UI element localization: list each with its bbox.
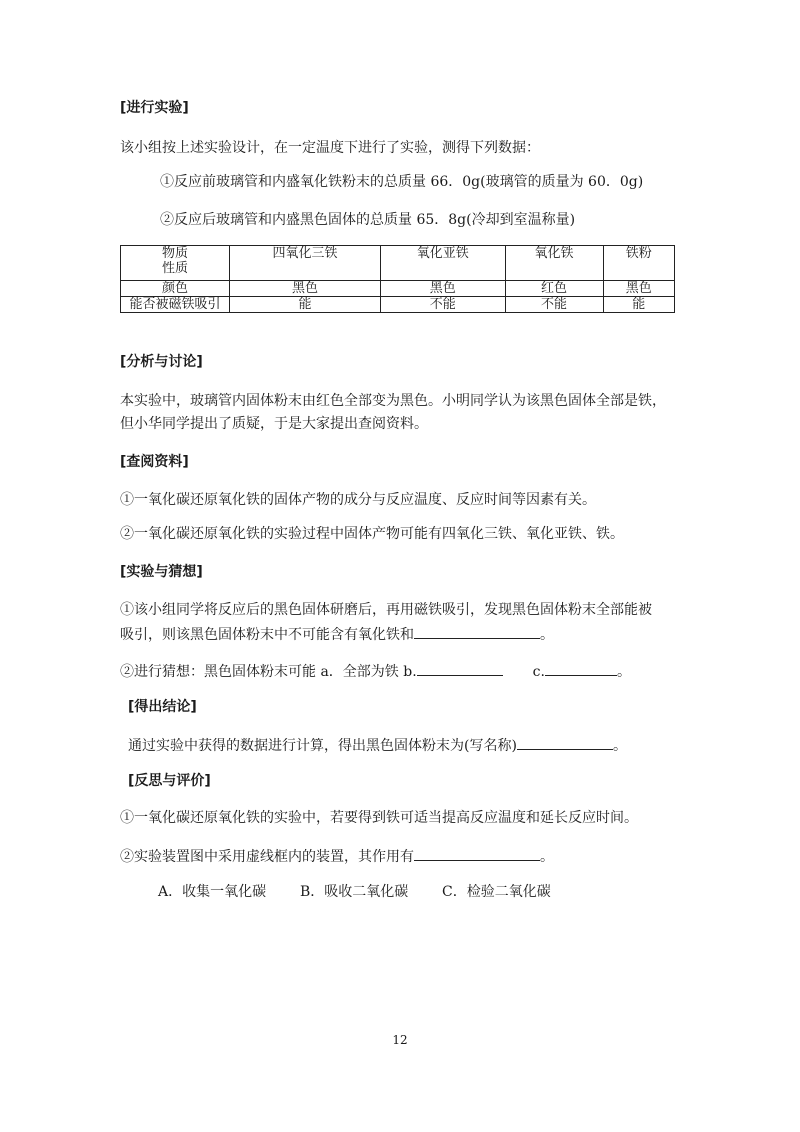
heading-hypothesis: [实验与猜想]	[120, 564, 203, 580]
reflection-options	[158, 882, 551, 902]
answer-blank-c[interactable]	[545, 661, 617, 676]
reflection-item-2	[120, 846, 554, 867]
table-cell: 黑色	[603, 281, 674, 297]
answer-blank-reflection[interactable]	[414, 846, 540, 861]
experiment-data-2: ②反应后玻璃管和内盛黑色固体的总质量 65．8g(冷却到室温称量)	[160, 212, 576, 228]
table-col-header: 四氧化三铁	[230, 246, 381, 281]
answer-blank-b[interactable]	[417, 661, 503, 676]
table-col-header: 氧化亚铁	[381, 246, 506, 281]
experiment-intro: 该小组按上述实验设计，在一定温度下进行了实验，测得下列数据：	[120, 140, 540, 156]
hypothesis-item-2	[120, 661, 631, 682]
period: 。	[612, 738, 627, 754]
answer-blank-conclusion[interactable]	[517, 735, 613, 750]
period: 。	[540, 627, 554, 643]
table-row	[121, 297, 675, 313]
table-row-label: 颜色	[121, 281, 230, 297]
analysis-line-2: 但小华同学提出了质疑，于是大家提出查阅资料。	[120, 416, 428, 432]
reflection-item-1: ①一氧化碳还原氧化铁的实验中，若要得到铁可适当提高反应温度和延长反应时间。	[120, 810, 638, 826]
table-corner-cell	[121, 246, 230, 281]
option-c[interactable]: C．检验二氧化碳	[442, 884, 551, 900]
heading-experiment: [进行实验]	[120, 100, 189, 116]
table-cell: 能	[603, 297, 674, 313]
table-cell: 黑色	[381, 281, 506, 297]
table-header-row	[121, 246, 675, 281]
table-cell: 能	[230, 297, 381, 313]
properties-table	[120, 245, 675, 313]
table-row	[121, 281, 675, 297]
reference-item-2: ②一氧化碳还原氧化铁的实验过程中固体产物可能有四氧化三铁、氧化亚铁、铁。	[120, 526, 624, 542]
period: 。	[540, 849, 554, 865]
heading-reflection: [反思与评价]	[128, 773, 211, 789]
period: 。	[616, 664, 631, 680]
reference-item-1: ①一氧化碳还原氧化铁的固体产物的成分与反应温度、反应时间等因素有关。	[120, 492, 596, 508]
option-c-label: c.	[532, 664, 545, 680]
table-cell: 不能	[381, 297, 506, 313]
option-b[interactable]: B．吸收二氧化碳	[300, 884, 409, 900]
hypothesis-item-1-text: 吸引，则该黑色固体粉末中不可能含有氧化铁和	[120, 627, 414, 643]
answer-blank-1[interactable]	[414, 624, 540, 639]
corner-label-substance: 物质	[161, 246, 188, 261]
table-cell: 不能	[505, 297, 603, 313]
conclusion-text: 通过实验中获得的数据进行计算，得出黑色固体粉末为(写名称)	[128, 738, 517, 754]
conclusion-line	[128, 735, 627, 756]
page-number: 12	[392, 1033, 408, 1047]
hypothesis-item-1-line-2	[120, 624, 554, 645]
table-col-header: 氧化铁	[505, 246, 603, 281]
table-cell: 红色	[505, 281, 603, 297]
analysis-line-1: 本实验中，玻璃管内固体粉末由红色全部变为黑色。小明同学认为该黑色固体全部是铁，	[120, 393, 666, 409]
heading-conclusion: [得出结论]	[128, 699, 197, 715]
heading-reference: [查阅资料]	[120, 454, 189, 470]
option-a[interactable]: A．收集一氧化碳	[158, 884, 267, 900]
experiment-data-1: ①反应前玻璃管和内盛氧化铁粉末的总质量 66．0g(玻璃管的质量为 60．0g)	[160, 174, 644, 190]
heading-analysis: [分析与讨论]	[120, 354, 203, 370]
hypothesis-item-2-text: ②进行猜想：黑色固体粉末可能 a．全部为铁 b.	[120, 664, 417, 680]
hypothesis-item-1-line-1: ①该小组同学将反应后的黑色固体研磨后，再用磁铁吸引，发现黑色固体粉末全部能被	[120, 602, 652, 618]
table-row-label: 能否被磁铁吸引	[121, 297, 230, 313]
table-cell: 黑色	[230, 281, 381, 297]
table-col-header: 铁粉	[603, 246, 674, 281]
reflection-item-2-text: ②实验装置图中采用虚线框内的装置，其作用有	[120, 849, 414, 865]
corner-label-property: 性质	[161, 261, 188, 276]
